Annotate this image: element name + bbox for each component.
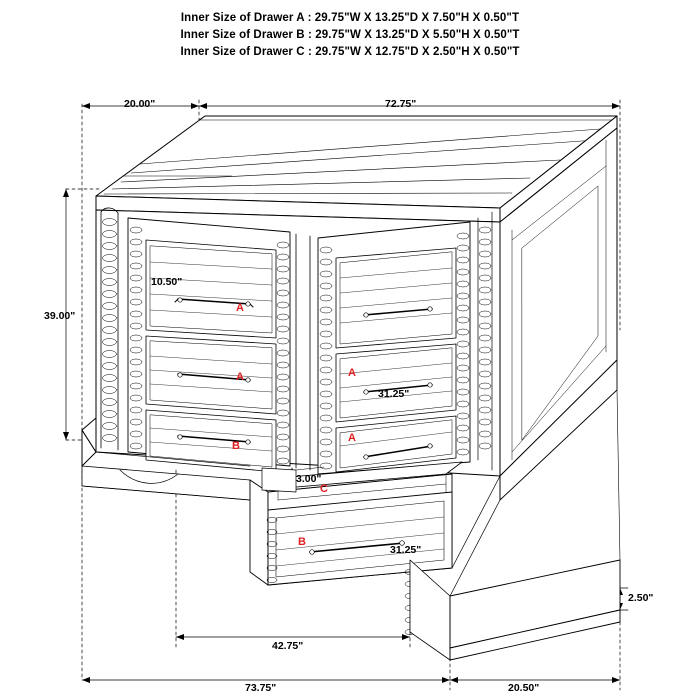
dim-lower-drawer-span: 42.75" [272, 640, 304, 652]
dim-height: 39.00" [44, 310, 76, 322]
dim-bottom-rail: 2.50" [628, 592, 654, 604]
drawer-label-left-mid: A [236, 371, 244, 383]
dim-drawer-b-width: 31.25" [390, 544, 422, 556]
dim-drawer-c-height: 3.00" [296, 473, 322, 485]
drawer-label-right-bottom: A [348, 432, 356, 444]
spec-line-b: Inner Size of Drawer B : 29.75"W X 13.25"D X 5.50"H X 0.50"T [180, 29, 520, 41]
spec-line-a: Inner Size of Drawer A : 29.75"W X 13.25"D X 7.50"H X 0.50"T [180, 12, 520, 24]
spec-line-c: Inner Size of Drawer C : 29.75"W X 12.75"D X 2.50"H X 0.50"T [180, 46, 520, 58]
dim-top-width: 72.75" [385, 98, 417, 110]
dim-overall-depth: 20.50" [508, 682, 540, 694]
drawer-label-center-c: C [320, 483, 328, 495]
drawer-label-left-top: A [236, 302, 244, 314]
dim-drawer-a-height: 10.50" [151, 276, 183, 288]
dim-overall-width: 73.75" [245, 682, 277, 694]
drawer-label-right-top: A [348, 367, 356, 379]
drawer-label-left-bottom: B [232, 440, 240, 452]
drawer-label-lower-b: B [298, 536, 306, 548]
dim-top-depth: 20.00" [124, 98, 156, 110]
dim-drawer-a-width: 31.25" [378, 388, 410, 400]
